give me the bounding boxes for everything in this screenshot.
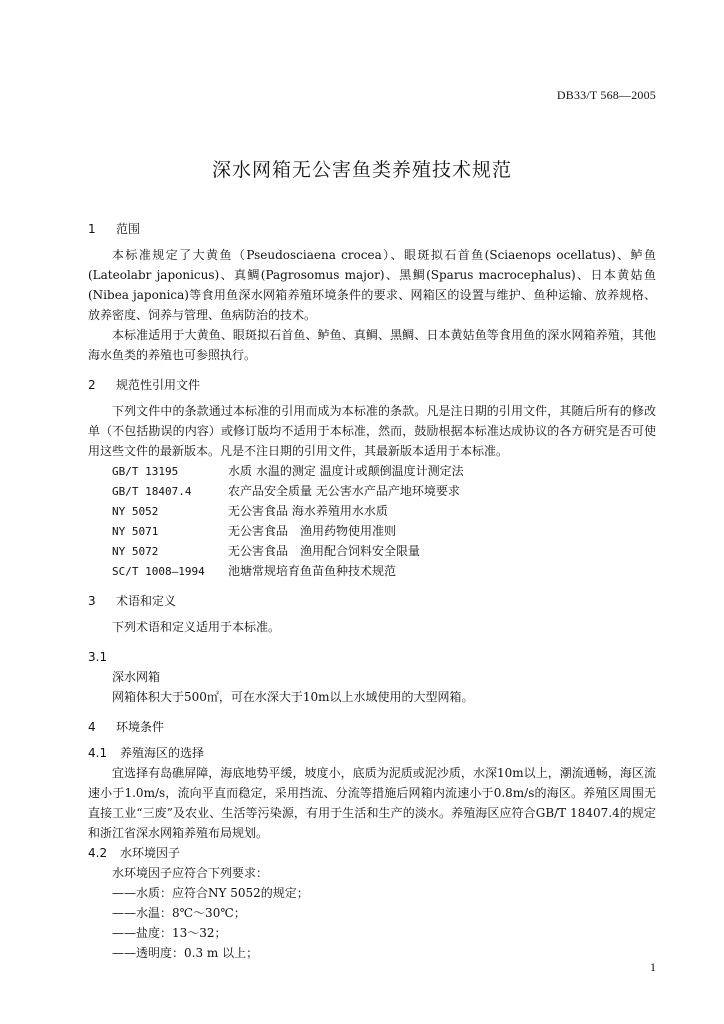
requirement-item: ——水温：8℃～30℃； — [112, 906, 246, 920]
subsection-4-2-intro: 水环境因子应符合下列要求： — [112, 866, 269, 880]
reference-item — [112, 501, 656, 521]
subsection-title: 养殖海区的选择 — [120, 746, 205, 760]
reference-item — [112, 561, 656, 581]
reference-code: GB/T 18407.4 — [112, 485, 192, 498]
section-number: 1 — [88, 222, 96, 236]
section-1-paragraph-1: 本标准规定了大黄鱼（Pseudosciaena crocea）、眼斑拟石首鱼(Sciaenops ocellatus)、鲈鱼(Lateolabr japonicus)、真鲷(Pagrosomus major)、黑鲷(Sparus macrocephalus)、日本黄姑鱼(Nibea japonica)等食用鱼深水网箱养殖环境条件的要求、网箱区的设置与维护、鱼种运输、放养规格、放养密度、饲养与管理、鱼病防治的技术。 — [88, 248, 656, 322]
reference-title: 池塘常规培育鱼苗鱼种技术规范 — [228, 564, 397, 578]
reference-title: 无公害食品 渔用药物使用准则 — [228, 524, 397, 538]
subsection-4-1-heading — [88, 743, 656, 763]
section-2-heading — [88, 375, 656, 395]
reference-code: SC/T 1008—1994 — [112, 565, 205, 578]
reference-code: NY 5072 — [112, 545, 159, 558]
reference-title: 无公害食品 海水养殖用水水质 — [228, 504, 388, 518]
document-title: 深水网箱无公害鱼类养殖技术规范 — [211, 159, 512, 181]
section-title: 环境条件 — [116, 720, 165, 734]
section-4-heading — [88, 717, 656, 737]
term-number: 3.1 — [88, 650, 108, 664]
requirement-item: ——水质：应符合NY 5052的规定； — [112, 886, 309, 900]
section-1-paragraph-2: 本标准适用于大黄鱼、眼斑拟石首鱼、鲈鱼、真鲷、黑鲷、日本黄姑鱼等食用鱼的深水网箱养殖，其他海水鱼类的养殖也可参照执行。 — [88, 328, 656, 362]
subsection-number: 4.2 — [88, 846, 108, 860]
reference-item — [112, 521, 656, 541]
section-title: 规范性引用文件 — [116, 378, 201, 392]
requirement-item: ——透明度：0.3 m 以上； — [112, 946, 259, 960]
subsection-number: 4.1 — [88, 746, 108, 760]
term-definition: 网箱体积大于500㎡，可在水深大于10m以上水域使用的大型网箱。 — [112, 690, 474, 704]
section-title: 范围 — [116, 222, 141, 236]
subsection-4-1-paragraph: 宜选择有岛礁屏障，海底地势平缓，坡度小，底质为泥质或泥沙质，水深10m以上，潮流通畅，海区流速小于1.0m/s，流向平直而稳定，采用挡流、分流等措施后网箱内流速小于0.8m/s的海区。养殖区周围无直接工业“三废”及农业、生活等污染源，有用于生活和生产的淡水。养殖海区应符合GB/T 18407.4的规定和浙江省深水网箱养殖布局规划。 — [88, 766, 656, 840]
reference-title: 无公害食品 渔用配合饲料安全限量 — [228, 544, 421, 558]
reference-code: NY 5071 — [112, 525, 159, 538]
reference-item — [112, 461, 656, 481]
requirement-item: ——盐度：13～32； — [112, 926, 227, 940]
reference-item — [112, 481, 656, 501]
section-number: 4 — [88, 720, 96, 734]
page-number: 1 — [650, 960, 656, 974]
reference-title: 农产品安全质量 无公害水产品产地环境要求 — [228, 484, 460, 498]
subsection-title: 水环境因子 — [120, 846, 181, 860]
standard-code: DB33/T 568—2005 — [556, 88, 656, 102]
section-number: 3 — [88, 594, 96, 608]
section-1-heading — [88, 219, 656, 239]
section-number: 2 — [88, 378, 96, 392]
term-name: 深水网箱 — [112, 670, 161, 684]
subsection-4-2-heading — [88, 843, 656, 863]
document-body — [88, 219, 656, 963]
reference-title: 水质 水温的测定 温度计或颠倒温度计测定法 — [228, 464, 464, 478]
section-2-paragraph-1: 下列文件中的条款通过本标准的引用而成为本标准的条款。凡是注日期的引用文件，其随后所有的修改单（不包括勘误的内容）或修订版均不适用于本标准，然而，鼓励根据本标准达成协议的各方研究是否可使用这些文件的最新版本。凡是不注日期的引用文件，其最新版本适用于本标准。 — [88, 404, 656, 458]
section-3-paragraph-1: 下列术语和定义适用于本标准。 — [112, 620, 281, 634]
reference-item — [112, 541, 656, 561]
reference-code: GB/T 13195 — [112, 465, 179, 478]
reference-list — [112, 461, 656, 581]
reference-code: NY 5052 — [112, 505, 159, 518]
section-3-heading — [88, 591, 656, 611]
section-title: 术语和定义 — [116, 594, 177, 608]
